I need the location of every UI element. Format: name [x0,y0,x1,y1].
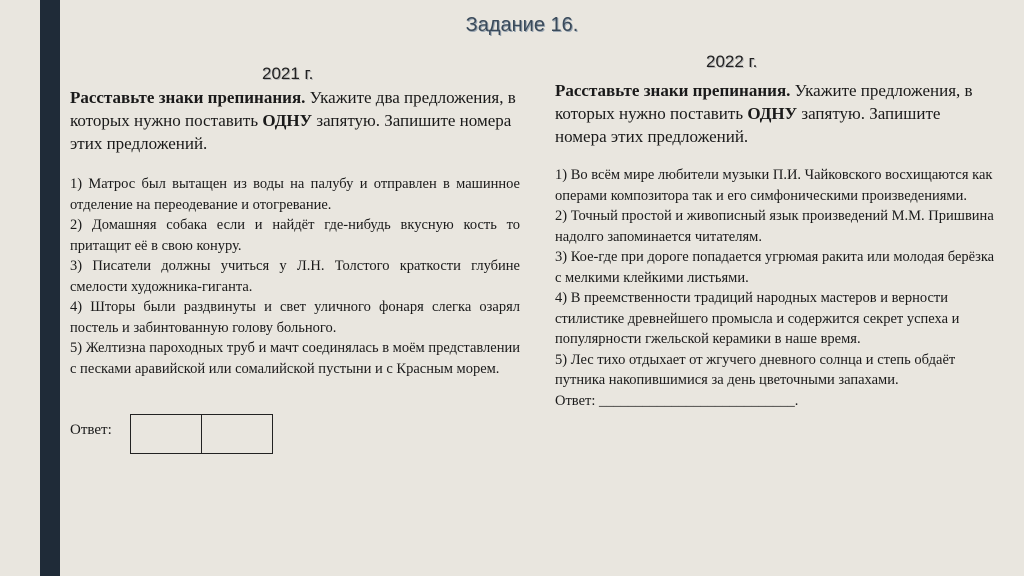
sentence-item: 1) Матрос был вытащен из воды на палубу и отправлен в машинное отделение на переодевание и отогревание. [70,176,520,213]
slide-title: Задание 16. [465,14,579,36]
answer-boxes [130,414,273,454]
year-2021-heading: 2021 г. [262,64,314,83]
task-2021-sentences [70,174,520,379]
instruction-bold-lead: Расставьте знаки препинания. [70,88,306,107]
task-2022-sentences [555,165,995,411]
instruction-bold-odnu: ОДНУ [262,111,313,130]
instruction-text-part2: запятую. Запишите номера этих предложений. [70,111,512,153]
sentence-item: 3) Кое-где при дороге попадается угрюмая ракита или молодая берёзка с мелкими клейкими листьями. [555,249,995,286]
instruction-text-part1: Укажите предложения, в которых нужно поставить [555,81,973,123]
answer-2022-line: Ответ: ___________________________. [555,392,799,409]
sentence-item: 2) Точный простой и живописный язык произведений М.М. Пришвина надолго запоминается читателям. [555,208,994,245]
answer-label: Ответ: [70,422,112,438]
sentence-item: 2) Домашняя собака если и найдёт где-нибудь вкусную кость то притащит её в свою конуру. [70,217,520,254]
answer-2021 [70,414,273,454]
sentence-item: 4) Шторы были раздвинуты и свет уличного фонаря слегка озарял постель и забинтованную голову больного. [70,299,520,336]
sentence-item: 5) Желтизна пароходных труб и мачт соединялась в моём представлении с песками аравийской или сомалийской пустыни и с Красным морем. [70,340,520,377]
decorative-side-bar [40,0,60,576]
year-2022-heading: 2022 г. [706,52,758,71]
instruction-text-part1: Укажите два предложения, в которых нужно поставить [70,88,516,130]
instruction-bold-lead: Расставьте знаки препинания. [555,81,791,100]
instruction-text-part2: запятую. Запишите номера этих предложений. [555,104,941,146]
sentence-item: 3) Писатели должны учиться у Л.Н. Толстого краткости глубине смелости художника-гиганта. [70,258,520,295]
instruction-bold-odnu: ОДНУ [747,104,798,123]
sentence-item: 5) Лес тихо отдыхает от жгучего дневного солнца и степь обдаёт путника накопившимися за день цветочными запахами. [555,351,956,388]
task-2022-instruction [555,79,995,148]
answer-box-2[interactable] [202,414,273,454]
task-2021-column [70,86,520,379]
sentence-item: 4) В преемственности традиций народных мастеров и верности стилистике древнейшего промысла и содержится секрет успеха и популярности гжельской керамики в наше время. [555,290,960,347]
sentence-item: 1) Во всём мире любители музыки П.И. Чайковского восхищаются как операми композитора так и его симфоническими произведениями. [555,167,993,204]
task-2021-instruction [70,86,520,155]
task-2022-column [555,79,995,411]
answer-box-1[interactable] [130,414,202,454]
